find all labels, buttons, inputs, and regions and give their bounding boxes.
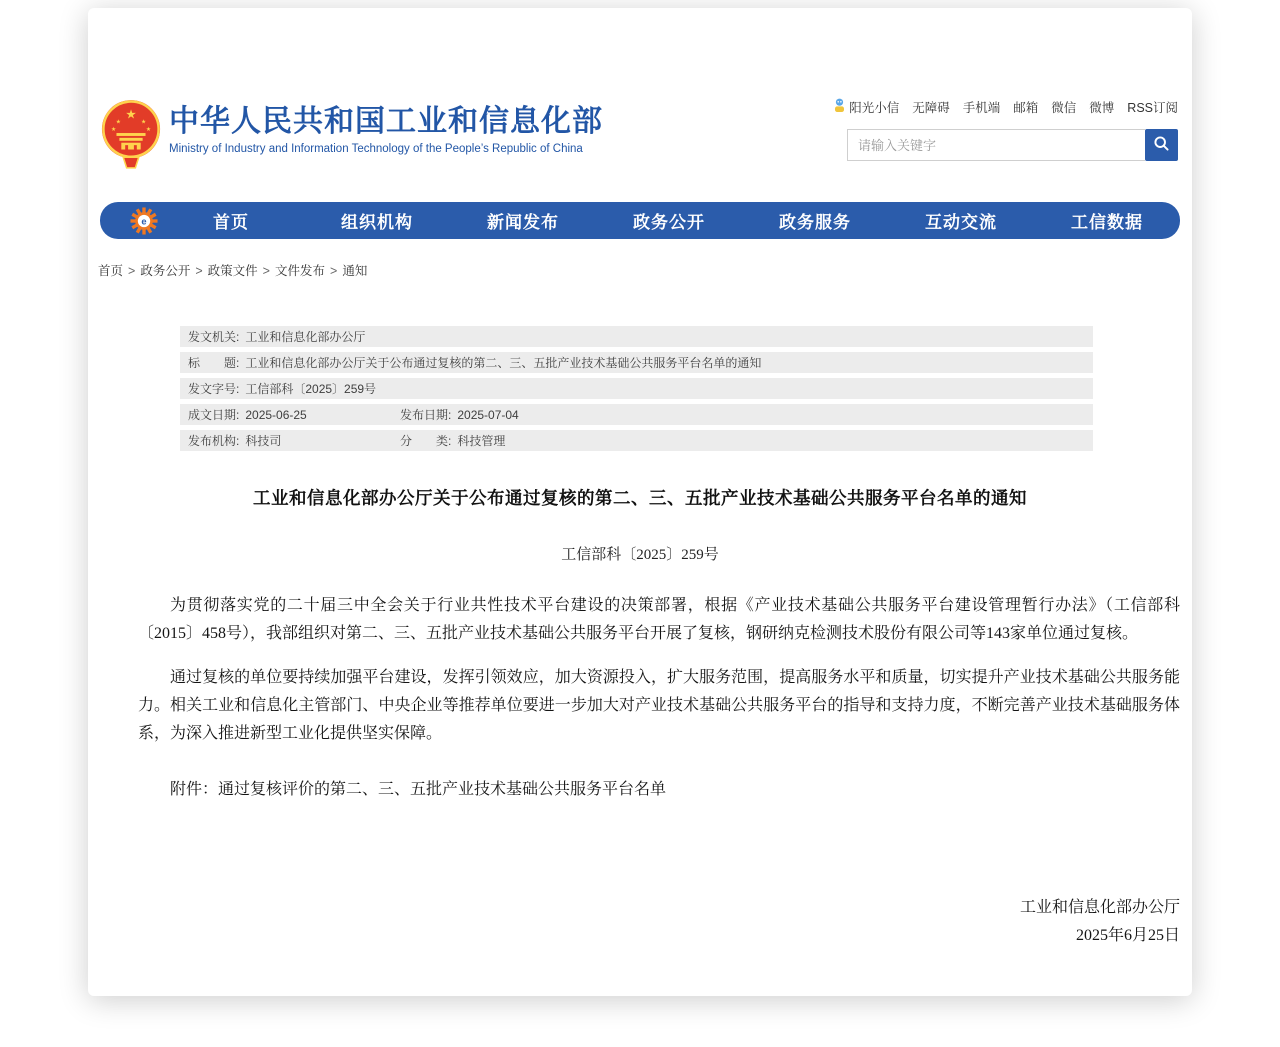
meta-value: 2025-07-04 xyxy=(457,407,519,422)
signature-block xyxy=(88,894,1192,950)
meta-cell xyxy=(400,406,519,423)
nav-item-gov-disclosure[interactable]: 政务公开 xyxy=(633,213,705,232)
document-content xyxy=(88,485,1192,950)
site-title-cn: 中华人民共和国工业和信息化部 xyxy=(169,105,603,138)
meta-row-title xyxy=(180,352,1093,373)
quick-link-accessibility[interactable]: 无障碍 xyxy=(912,101,950,115)
site-header xyxy=(88,8,1192,175)
search-icon xyxy=(1153,135,1170,155)
quick-link-wechat[interactable]: 微信 xyxy=(1051,101,1077,115)
quick-link-label: 阳光小信 xyxy=(849,101,900,115)
svg-text:★: ★ xyxy=(115,119,122,126)
document-body xyxy=(88,564,1192,804)
document-meta-table xyxy=(180,326,1093,451)
meta-cell xyxy=(188,380,376,397)
meta-row-doc-number xyxy=(180,378,1093,399)
breadcrumb-doc-release[interactable]: 文件发布 xyxy=(274,264,325,278)
search-button[interactable] xyxy=(1145,129,1178,161)
meta-label: 成文日期: xyxy=(188,408,240,422)
meta-label: 发布机构: xyxy=(188,434,240,448)
nav-item-interaction[interactable]: 互动交流 xyxy=(925,213,997,232)
meta-cell xyxy=(188,406,400,423)
breadcrumb-current-notice: 通知 xyxy=(342,264,368,278)
breadcrumb-separator: > xyxy=(128,264,136,278)
meta-label: 发布日期: xyxy=(400,408,452,422)
svg-text:e: e xyxy=(141,215,147,226)
nav-item-news[interactable]: 新闻发布 xyxy=(487,213,559,232)
meta-row-publisher-category xyxy=(180,430,1093,451)
quick-link-mail[interactable]: 邮箱 xyxy=(1013,101,1039,115)
breadcrumb xyxy=(98,261,1192,279)
nav-item-organization[interactable]: 组织机构 xyxy=(341,213,413,232)
meta-label: 发文机关: xyxy=(188,330,240,344)
breadcrumb-separator: > xyxy=(330,264,338,278)
meta-value: 科技管理 xyxy=(457,434,506,448)
site-brand xyxy=(100,98,603,175)
svg-text:★: ★ xyxy=(125,107,137,122)
meta-cell xyxy=(400,432,505,449)
main-nav xyxy=(100,202,1180,239)
meta-label: 标 题: xyxy=(188,356,240,370)
meta-value: 工信部科〔2025〕259号 xyxy=(245,382,377,396)
mascot-icon xyxy=(833,98,846,116)
breadcrumb-policy-docs[interactable]: 政策文件 xyxy=(207,264,258,278)
meta-cell xyxy=(188,432,400,449)
quick-links xyxy=(847,98,1178,116)
meta-label: 发文字号: xyxy=(188,382,240,396)
quick-link-mobile[interactable]: 手机端 xyxy=(962,101,1001,115)
meta-value: 工业和信息化部办公厅 xyxy=(245,330,366,344)
paragraph-2: 通过复核的单位要持续加强平台建设，发挥引领效应，加大资源投入，扩大服务范围，提高服务水平和质量，切实提升产业技术基础公共服务能力。相关工业和信息化主管部门、中央企业等推荐单位要进一步加大对产业技术基础公共服务平台的指导和支持力度，不断完善产业技术基础服务体系，为深入推进新型工业化提供坚实保障。 xyxy=(138,669,1180,742)
brand-text xyxy=(169,98,603,155)
meta-value: 科技司 xyxy=(245,434,282,448)
attachment-line: 附件：通过复核评价的第二、三、五批产业技术基础公共服务平台名单 xyxy=(170,781,667,798)
meta-value: 2025-06-25 xyxy=(245,407,307,422)
meta-row-issuing-agency xyxy=(180,326,1093,347)
nav-item-gov-services[interactable]: 政务服务 xyxy=(779,213,851,232)
breadcrumb-separator: > xyxy=(195,264,203,278)
svg-text:★: ★ xyxy=(140,119,147,126)
nav-item-home[interactable]: 首页 xyxy=(213,213,249,232)
nav-item-data[interactable]: 工信数据 xyxy=(1071,213,1143,232)
quick-link-weibo[interactable]: 微博 xyxy=(1089,101,1115,115)
document-title: 工业和信息化部办公厅关于公布通过复核的第二、三、五批产业技术基础公共服务平台名单的通知 xyxy=(253,488,1027,508)
paragraph-1: 为贯彻落实党的二十届三中全会关于行业共性技术平台建设的决策部署，根据《产业技术基础公共服务平台建设管理暂行办法》（工信部科〔2015〕458号），我部组织对第二、三、五批产业技术基础公共服务平台开展了复核，钢研纳克检测技术股份有限公司等143家单位通过复核。 xyxy=(138,597,1180,642)
page-card xyxy=(88,8,1192,996)
signer: 工业和信息化部办公厅 xyxy=(1019,899,1180,916)
svg-text:★: ★ xyxy=(145,127,152,134)
header-utilities xyxy=(847,98,1178,161)
meta-cell xyxy=(188,328,365,345)
quick-link-rss[interactable]: RSS订阅 xyxy=(1127,101,1178,115)
breadcrumb-gov-disclosure[interactable]: 政务公开 xyxy=(140,264,191,278)
national-emblem-icon xyxy=(100,98,162,175)
meta-row-dates xyxy=(180,404,1093,425)
meta-cell xyxy=(188,354,761,371)
search-bar xyxy=(847,129,1178,161)
meta-value: 工业和信息化部办公厅关于公布通过复核的第二、三、五批产业技术基础公共服务平台名单的通知 xyxy=(245,356,762,370)
site-title-en: Ministry of Industry and Information Technology of the People’s Republic of China xyxy=(169,142,583,155)
sign-date: 2025年6月25日 xyxy=(1075,927,1180,944)
ministry-gear-logo-icon xyxy=(130,207,158,235)
document-number: 工信部科〔2025〕259号 xyxy=(561,547,719,563)
search-input[interactable] xyxy=(847,129,1145,161)
meta-label: 分 类: xyxy=(400,434,452,448)
quick-link-mascot[interactable] xyxy=(833,98,899,116)
breadcrumb-home[interactable]: 首页 xyxy=(98,264,124,278)
svg-text:★: ★ xyxy=(110,127,117,134)
breadcrumb-separator: > xyxy=(262,264,270,278)
